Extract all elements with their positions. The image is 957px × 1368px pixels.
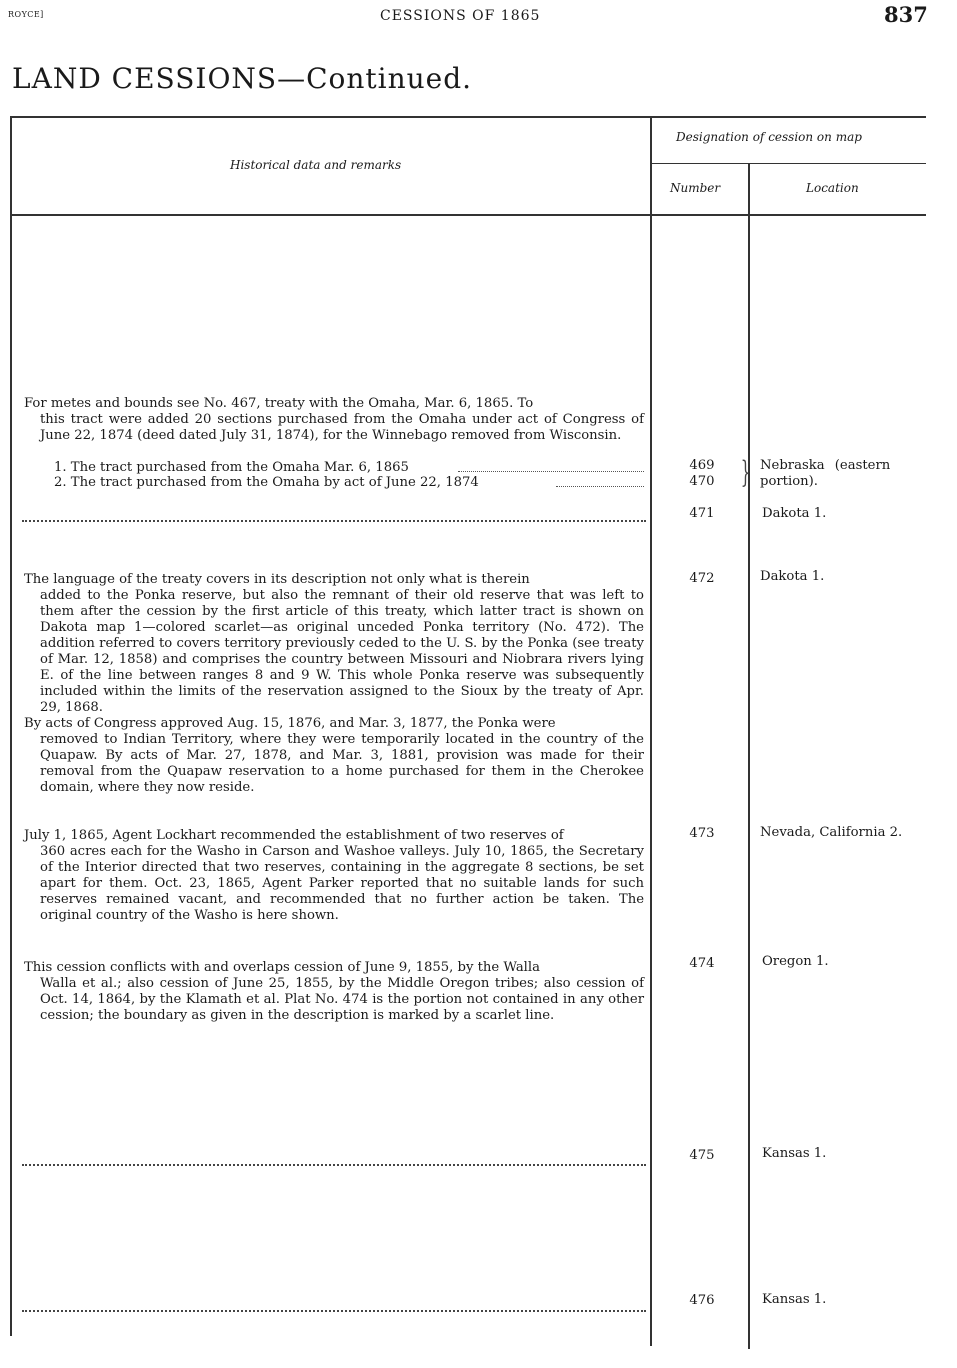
number-470: 470 <box>689 474 715 489</box>
number-476: 476 <box>689 1293 715 1308</box>
author-running-head: ROYCE] <box>8 10 44 19</box>
dotted-line-476 <box>22 1310 646 1312</box>
dotted-line-475 <box>22 1164 646 1166</box>
location-nebraska: Nebraska (eastern portion). <box>760 458 891 489</box>
number-473: 473 <box>689 826 715 841</box>
historical-column-header: Historical data and remarks <box>230 158 402 172</box>
number-474: 474 <box>689 956 715 971</box>
designation-column-header: Designation of cession on map <box>676 130 862 144</box>
washo-remarks: July 1, 1865, Agent Lockhart recommended the establishment of two reserves of 360 acres each for the Washo in Carson and Washoe valleys. July 10, 1865, the Secretary of the Interior directed that two reserves, containing in the aggregate 8 sections, be set apart for them. Oct. 23, 1865, Agent Parker reported that no suitable lands for such reserves remained vacant, and recommended that no further action be taken. The original country of the Washo is here shown. <box>24 828 644 923</box>
table-left-rule <box>10 116 12 1336</box>
page-number: 837 <box>884 2 928 27</box>
table-top-rule <box>10 116 926 118</box>
column-divider-number <box>650 116 652 1346</box>
column-divider-location <box>748 164 750 1349</box>
number-475: 475 <box>689 1148 715 1163</box>
location-dakota-472: Dakota 1. <box>760 569 825 584</box>
page-title: LAND CESSIONS—Continued. <box>12 62 473 95</box>
number-column-header: Number <box>670 181 721 195</box>
number-471: 471 <box>689 506 715 521</box>
location-dakota-471: Dakota 1. <box>762 506 827 521</box>
running-title: CESSIONS OF 1865 <box>380 8 541 24</box>
item-2-leader-dots <box>556 486 644 487</box>
location-oregon: Oregon 1. <box>762 954 829 969</box>
header-bottom-rule <box>10 214 926 216</box>
brace-symbol: } <box>740 455 751 490</box>
number-469: 469 <box>689 458 715 473</box>
location-nevada-california: Nevada, California 2. <box>760 825 903 840</box>
dotted-line-471 <box>22 520 646 522</box>
location-kansas-475: Kansas 1. <box>762 1146 827 1161</box>
winnebago-item-1: 1. The tract purchased from the Omaha Mar. 6, 1865 <box>54 460 409 475</box>
item-1-leader-dots <box>458 471 644 472</box>
designation-under-rule <box>652 163 926 164</box>
winnebago-remarks: For metes and bounds see No. 467, treaty with the Omaha, Mar. 6, 1865. To this tract were added 20 sections purchased from the Omaha under act of Congress of June 22, 1874 (deed dated July 31, 1874), for the Winnebago removed from Wisconsin. <box>24 396 644 443</box>
ponka-remarks: The language of the treaty covers in its description not only what is therein added to the Ponka reserve, but also the remnant of their old reserve that was left to them after the cession by the first article of this treaty, which latter tract is shown on Dakota map 1—colored scarlet—as original unceded Ponka territory (No. 472). The addition referred to covers territory previously ceded to the U. S. by the Ponka (see treaty of Mar. 12, 1858) and comprises the country between Missouri and Niobrara rivers lying E. of the line between ranges 8 and 9 W. This whole Ponka reserve was subsequently included within the limits of the reservation assigned to the Sioux by the treaty of Apr. 29, 1868. By acts of Congress approved Aug. 15, 1876, and Mar. 3, 1877, the Ponka were removed to Indian Territory, where they were temporarily located in the country of the Quapaw. By acts of Mar. 27, 1878, and Mar. 3, 1881, provision was made for their removal from the Quapaw reservation to a home purchased for them in the Cherokee domain, where they now reside. <box>24 572 644 795</box>
number-472: 472 <box>689 571 715 586</box>
location-column-header: Location <box>806 181 859 195</box>
winnebago-item-2: 2. The tract purchased from the Omaha by act of June 22, 1874 <box>54 475 479 490</box>
oregon-remarks: This cession conflicts with and overlaps cession of June 9, 1855, by the Walla Walla et al.; also cession of June 25, 1855, by the Middle Oregon tribes; also cession of Oct. 14, 1864, by the Klamath et al. Plat No. 474 is the portion not contained in any other cession; the boundary as given in the description is marked by a scarlet line. <box>24 960 644 1023</box>
location-kansas-476: Kansas 1. <box>762 1292 827 1307</box>
